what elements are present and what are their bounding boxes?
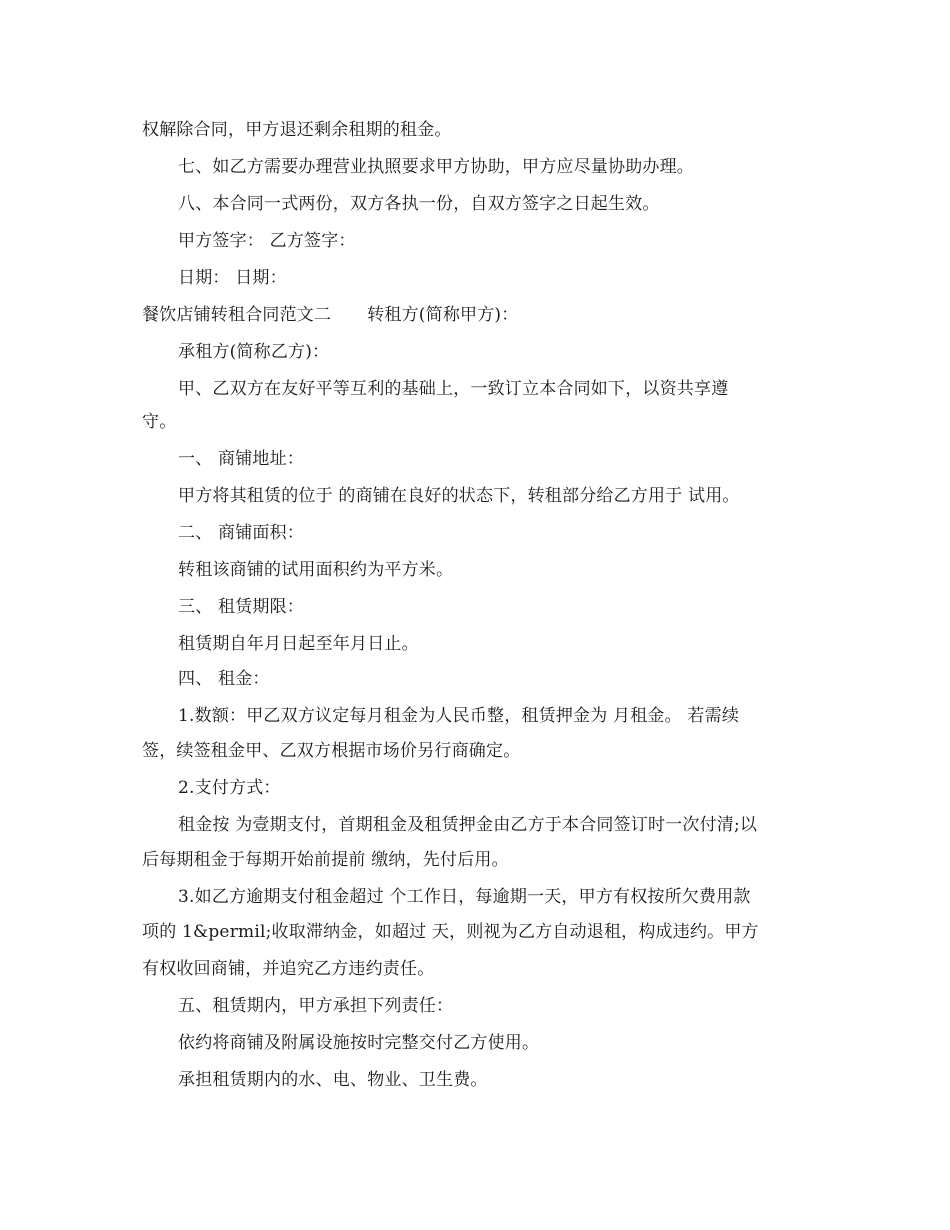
heading-area: 二、 商铺面积：: [178, 523, 305, 543]
text-line: 甲方将其租赁的位于 的商铺在良好的状态下，转租部分给乙方用于 试用。: [178, 486, 740, 506]
text-line: 承担租赁期内的水、电、物业、卫生费。: [178, 1070, 488, 1090]
text-line: 1.数额：甲乙双方议定每月租金为人民币整，租赁押金为 月租金。 若需续: [178, 706, 740, 726]
text-line: 签，续签租金甲、乙双方根据市场价另行商确定。: [142, 741, 521, 761]
text-line: 守。: [142, 412, 177, 432]
date-line: 日期： 日期：: [178, 268, 287, 288]
clause-7: 七、如乙方需要办理营业执照要求甲方协助，甲方应尽量协助办理。: [178, 157, 694, 177]
text-line: 项的 1&permil;收取滞纳金，如超过 天，则视为乙方自动退租，构成违约。甲方: [142, 922, 759, 942]
sublessor-label: 转租方(简称甲方)：: [367, 305, 519, 325]
text-line: 后每期租金于每期开始前提前 缴纳，先付后用。: [142, 850, 509, 870]
heading-lessor-duties: 五、租赁期内，甲方承担下列责任：: [178, 996, 454, 1016]
text-line: 转租该商铺的试用面积约为平方米。: [178, 560, 454, 580]
heading-rent: 四、 租金：: [178, 669, 270, 689]
section-heading-row: [142, 304, 838, 326]
heading-address: 一、 商铺地址：: [178, 449, 305, 469]
text-line: 租金按 为壹期支付，首期租金及租赁押金由乙方于本合同签订时一次付清;以: [178, 815, 758, 835]
heading-payment: 2.支付方式：: [178, 778, 281, 798]
sublessee-label: 承租方(简称乙方)：: [178, 342, 330, 362]
text-line: 依约将商铺及附属设施按时完整交付乙方使用。: [178, 1033, 540, 1053]
section-title: 餐饮店铺转租合同范文二: [142, 305, 332, 325]
text-line: 甲、乙双方在友好平等互利的基础上，一致订立本合同如下，以资共享遵: [178, 379, 729, 399]
text-line: 3.如乙方逾期支付租金超过 个工作日，每逾期一天，甲方有权按所欠费用款: [178, 887, 751, 907]
clause-8: 八、本合同一式两份，双方各执一份，自双方签字之日起生效。: [178, 194, 660, 214]
signature-line: 甲方签字： 乙方签字：: [178, 231, 356, 251]
heading-term: 三、 租赁期限：: [178, 597, 305, 617]
text-line: 权解除合同，甲方退还剩余租期的租金。: [142, 120, 452, 140]
text-line: 有权收回商铺，并追究乙方违约责任。: [142, 959, 435, 979]
text-line: 租赁期自年月日起至年月日止。: [178, 634, 419, 654]
